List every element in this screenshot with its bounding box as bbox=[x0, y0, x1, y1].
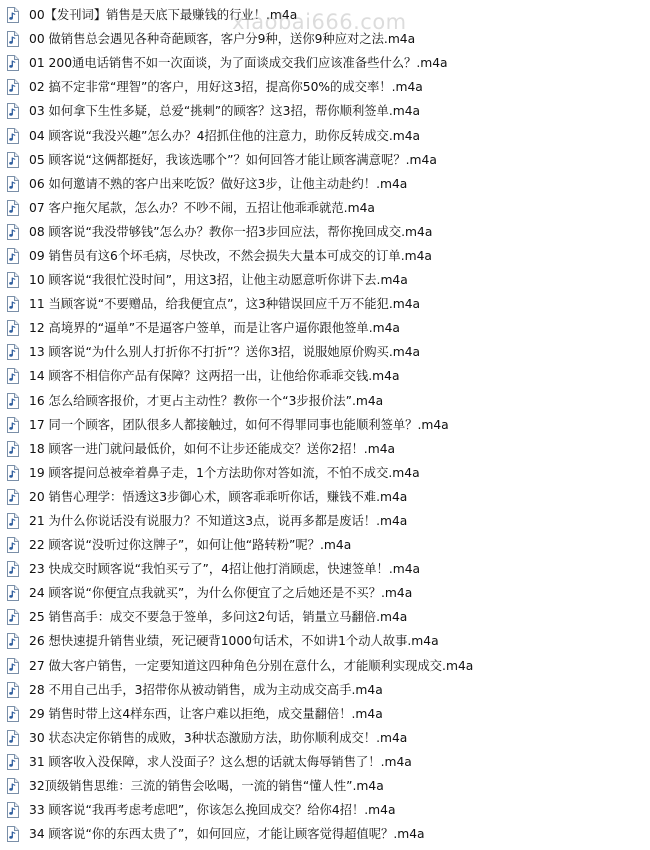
audio-file-icon bbox=[6, 368, 19, 384]
file-row[interactable] bbox=[0, 340, 650, 364]
file-row[interactable] bbox=[0, 51, 650, 75]
file-name: 11 当顾客说“不要赠品，给我便宜点”，这3种错误回应千万不能犯.m4a bbox=[29, 297, 421, 312]
file-row[interactable] bbox=[0, 99, 650, 123]
audio-file-icon bbox=[6, 706, 19, 722]
file-name: 06 如何邀请不熟的客户出来吃饭？做好这3步，让他主动赴约！.m4a bbox=[29, 176, 408, 191]
file-row[interactable] bbox=[0, 172, 650, 196]
file-row[interactable] bbox=[0, 822, 650, 846]
audio-file-icon bbox=[6, 248, 19, 264]
file-row[interactable] bbox=[0, 413, 650, 437]
file-row[interactable] bbox=[0, 798, 650, 822]
file-name: 03 如何拿下生性多疑，总爱“挑刺”的顾客？这3招，帮你顺利签单.m4a bbox=[29, 104, 421, 119]
file-row[interactable] bbox=[0, 316, 650, 340]
file-name: 24 顾客说“你便宜点我就买”，为什么你便宜了之后她还是不买？.m4a bbox=[29, 586, 413, 601]
audio-file-icon bbox=[6, 296, 19, 312]
audio-file-icon bbox=[6, 7, 19, 23]
audio-file-icon bbox=[6, 489, 19, 505]
file-name: 30 状态决定你销售的成败，3种状态激励方法，助你顺利成交！.m4a bbox=[29, 730, 408, 745]
file-name: 25 销售高手：成交不要急于签单，多问这2句话，销量立马翻倍.m4a bbox=[29, 610, 408, 625]
file-row[interactable] bbox=[0, 27, 650, 51]
file-row[interactable] bbox=[0, 364, 650, 388]
audio-file-icon bbox=[6, 152, 19, 168]
file-row[interactable] bbox=[0, 605, 650, 629]
file-name: 05 顾客说“这俩都挺好，我该选哪个”？如何回答才能让顾客满意呢？.m4a bbox=[29, 152, 437, 167]
file-row[interactable] bbox=[0, 437, 650, 461]
audio-file-icon bbox=[6, 585, 19, 601]
file-row[interactable] bbox=[0, 292, 650, 316]
file-row[interactable] bbox=[0, 654, 650, 678]
audio-file-icon bbox=[6, 513, 19, 529]
file-name: 22 顾客说“没听过你这牌子”，如何让他“路转粉”呢？.m4a bbox=[29, 538, 352, 553]
file-list bbox=[0, 3, 650, 846]
file-row[interactable] bbox=[0, 702, 650, 726]
file-row[interactable] bbox=[0, 220, 650, 244]
audio-file-icon bbox=[6, 537, 19, 553]
audio-file-icon bbox=[6, 31, 19, 47]
file-name: 32顶级销售思维：三流的销售会吆喝，一流的销售“懂人性”.m4a bbox=[29, 779, 384, 794]
file-name: 08 顾客说“我没带够钱”怎么办？教你一招3步回应法，帮你挽回成交.m4a bbox=[29, 224, 433, 239]
file-name: 12 高境界的“逼单”不是逼客户签单，而是让客户逼你跟他签单.m4a bbox=[29, 321, 400, 336]
file-row[interactable] bbox=[0, 244, 650, 268]
file-name: 17 同一个顾客，团队很多人都接触过，如何不得罪同事也能顺利签单？.m4a bbox=[29, 417, 449, 432]
audio-file-icon bbox=[6, 441, 19, 457]
file-row[interactable] bbox=[0, 750, 650, 774]
audio-file-icon bbox=[6, 417, 19, 433]
file-row[interactable] bbox=[0, 533, 650, 557]
audio-file-icon bbox=[6, 320, 19, 336]
file-name: 04 顾客说“我没兴趣”怎么办？4招抓住他的注意力，助你反转成交.m4a bbox=[29, 128, 421, 143]
file-name: 28 不用自己出手，3招带你从被动销售，成为主动成交高手.m4a bbox=[29, 682, 383, 697]
file-name: 07 客户拖欠尾款，怎么办？不吵不闹，五招让他乖乖就范.m4a bbox=[29, 200, 375, 215]
file-name: 33 顾客说“我再考虑考虑吧”，你该怎么挽回成交？给你4招！.m4a bbox=[29, 803, 396, 818]
file-name: 01 200通电话销售不如一次面谈，为了面谈成交我们应该准备些什么？.m4a bbox=[29, 56, 448, 71]
audio-file-icon bbox=[6, 826, 19, 842]
file-row[interactable] bbox=[0, 196, 650, 220]
file-row[interactable] bbox=[0, 629, 650, 653]
file-row[interactable] bbox=[0, 461, 650, 485]
file-row[interactable] bbox=[0, 75, 650, 99]
file-row[interactable] bbox=[0, 268, 650, 292]
file-row[interactable] bbox=[0, 123, 650, 147]
audio-file-icon bbox=[6, 79, 19, 95]
audio-file-icon bbox=[6, 682, 19, 698]
audio-file-icon bbox=[6, 465, 19, 481]
audio-file-icon bbox=[6, 754, 19, 770]
file-name: 02 搞不定非常“理智”的客户，用好这3招，提高你50%的成交率！.m4a bbox=[29, 80, 423, 95]
audio-file-icon bbox=[6, 128, 19, 144]
file-name: 21 为什么你说话没有说服力？不知道这3点，说再多都是废话！.m4a bbox=[29, 514, 408, 529]
file-name: 09 销售员有这6个坏毛病，尽快改，不然会损失大量本可成交的订单.m4a bbox=[29, 248, 432, 263]
audio-file-icon bbox=[6, 658, 19, 674]
file-name: 26 想快速提升销售业绩，死记硬背1000句话术，不如讲1个动人故事.m4a bbox=[29, 634, 439, 649]
file-row[interactable] bbox=[0, 389, 650, 413]
file-row[interactable] bbox=[0, 485, 650, 509]
audio-file-icon bbox=[6, 344, 19, 360]
file-name: 10 顾客说“我很忙没时间”，用这3招，让他主动愿意听你讲下去.m4a bbox=[29, 273, 408, 288]
file-name: 23 快成交时顾客说“我怕买亏了”，4招让他打消顾虑，快速签单！.m4a bbox=[29, 562, 421, 577]
file-row[interactable] bbox=[0, 148, 650, 172]
audio-file-icon bbox=[6, 633, 19, 649]
audio-file-icon bbox=[6, 802, 19, 818]
audio-file-icon bbox=[6, 224, 19, 240]
file-row[interactable] bbox=[0, 678, 650, 702]
audio-file-icon bbox=[6, 778, 19, 794]
audio-file-icon bbox=[6, 55, 19, 71]
audio-file-icon bbox=[6, 272, 19, 288]
file-name: 27 做大客户销售，一定要知道这四种角色分别在意什么，才能顺利实现成交.m4a bbox=[29, 658, 474, 673]
audio-file-icon bbox=[6, 176, 19, 192]
file-name: 34 顾客说“你的东西太贵了”，如何回应，才能让顾客觉得超值呢？.m4a bbox=[29, 827, 425, 842]
file-name: 20 销售心理学：悟透这3步御心术，顾客乖乖听你话，赚钱不难.m4a bbox=[29, 489, 408, 504]
file-name: 31 顾客收入没保障，求人没面子？这么想的话就太侮辱销售了！.m4a bbox=[29, 754, 412, 769]
file-row[interactable] bbox=[0, 3, 650, 27]
file-row[interactable] bbox=[0, 557, 650, 581]
audio-file-icon bbox=[6, 103, 19, 119]
audio-file-icon bbox=[6, 561, 19, 577]
file-name: 00【发刊词】销售是天底下最赚钱的行业！.m4a bbox=[29, 8, 298, 23]
file-row[interactable] bbox=[0, 581, 650, 605]
file-row[interactable] bbox=[0, 509, 650, 533]
file-name: 16 怎么给顾客报价，才更占主动性？教你一个“3步报价法”.m4a bbox=[29, 393, 384, 408]
site-watermark: xiaobai666.com bbox=[232, 10, 407, 34]
file-name: 14 顾客不相信你产品有保障？这两招一出，让他给你乖乖交钱.m4a bbox=[29, 369, 400, 384]
file-row[interactable] bbox=[0, 774, 650, 798]
file-name: 00 做销售总会遇见各种奇葩顾客，客户分9种，送你9种应对之法.m4a bbox=[29, 32, 416, 47]
file-name: 18 顾客一进门就问最低价，如何不让步还能成交？送你2招！.m4a bbox=[29, 441, 396, 456]
audio-file-icon bbox=[6, 200, 19, 216]
file-row[interactable] bbox=[0, 726, 650, 750]
audio-file-icon bbox=[6, 393, 19, 409]
file-name: 29 销售时带上这4样东西，让客户难以拒绝，成交量翻倍！.m4a bbox=[29, 706, 383, 721]
file-name: 19 顾客提问总被牵着鼻子走，1个方法助你对答如流，不怕不成交.m4a bbox=[29, 465, 420, 480]
file-name: 13 顾客说“为什么别人打折你不打折”？送你3招，说服她原价购买.m4a bbox=[29, 345, 421, 360]
audio-file-icon bbox=[6, 730, 19, 746]
audio-file-icon bbox=[6, 609, 19, 625]
